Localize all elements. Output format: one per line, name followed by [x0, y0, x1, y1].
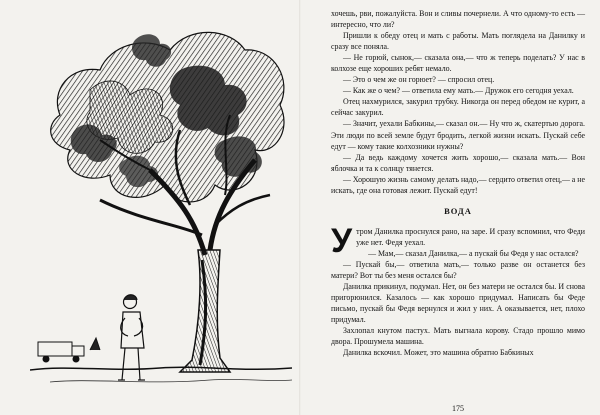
right-page: [331, 8, 585, 412]
paragraph: хочешь, рви, пожалуйста. Вон и сливы почернели. А что одному-то есть — интересно, что ли?: [331, 9, 585, 30]
ground-line: [30, 367, 292, 370]
paragraph: Данилка прикинул, подумал. Нет, он без матери не остался бы. И снова пригорюнился. Казалось — как хорошо придумал. Написать бы Феде письмо, пускай бы Федя вернулся и жил у них. А оказывается, нет, плохо придумал.: [331, 282, 585, 325]
paragraph: — Значит, уехали Бабкины,— сказал он.— Ну что ж, скатертью дорога. Эти люди по всей земле будут бродить, легкой жизни искать. Пускай себе едут — кому такие колхозники нужны?: [331, 119, 585, 151]
distant-truck: [38, 338, 100, 362]
paragraph: — Как же о чем? — ответила ему мать.— Дружок его сегодня уехал.: [343, 86, 574, 96]
paragraph: Захлопал кнутом пастух. Мать выгнала корову. Стадо прошло мимо двора. Прошумела машина.: [331, 326, 585, 347]
paragraph: — Да ведь каждому хочется жить хорошо,— сказала мать.— Вон яблочка и та к солнцу тянется.: [331, 152, 585, 173]
paragraph-text: тром Данилка проснулся рано, на заре. И сразу вспомнил, что Феди уже нет. Федя уехал.: [356, 226, 585, 247]
paragraph: — Хорошую жизнь самому делать надо,— сердито ответил отец,— а не искать, где она готовая лежит. Пускай едут!: [331, 174, 586, 195]
paragraph: — Мам,— сказал Данилка,— а пускай бы Федя у нас остался?: [368, 248, 579, 258]
tree-crown: [51, 32, 284, 202]
page-number: 175: [452, 404, 464, 413]
paragraph: — Не горюй, сынок,— сказала она,— что ж теперь поделать? У нас в колхозе еще хороших ребят немало.: [331, 53, 585, 74]
dropcap: У: [331, 221, 353, 260]
paragraph: Пришли к обеду отец и мать с работы. Мать поглядела на Данилку и сразу все поняла.: [331, 31, 585, 52]
paragraph: — Это о чем же он горюет? — спросил отец.: [343, 75, 495, 85]
paragraph: Данилка вскочил. Может, это машина обратно Бабкиных: [343, 348, 534, 358]
tree-illustration: [30, 20, 292, 400]
section-title: ВОДА: [444, 205, 472, 216]
paragraph: — Пускай бы,— ответила мать,— только разве он останется без матери? Вот ты без меня остался бы?: [331, 259, 585, 281]
book-gutter: [299, 0, 301, 415]
boy-figure: [118, 295, 145, 380]
paragraph: Отец нахмурился, закурил трубку. Никогда он перед обедом не курит, а сейчас закурил.: [331, 97, 585, 118]
